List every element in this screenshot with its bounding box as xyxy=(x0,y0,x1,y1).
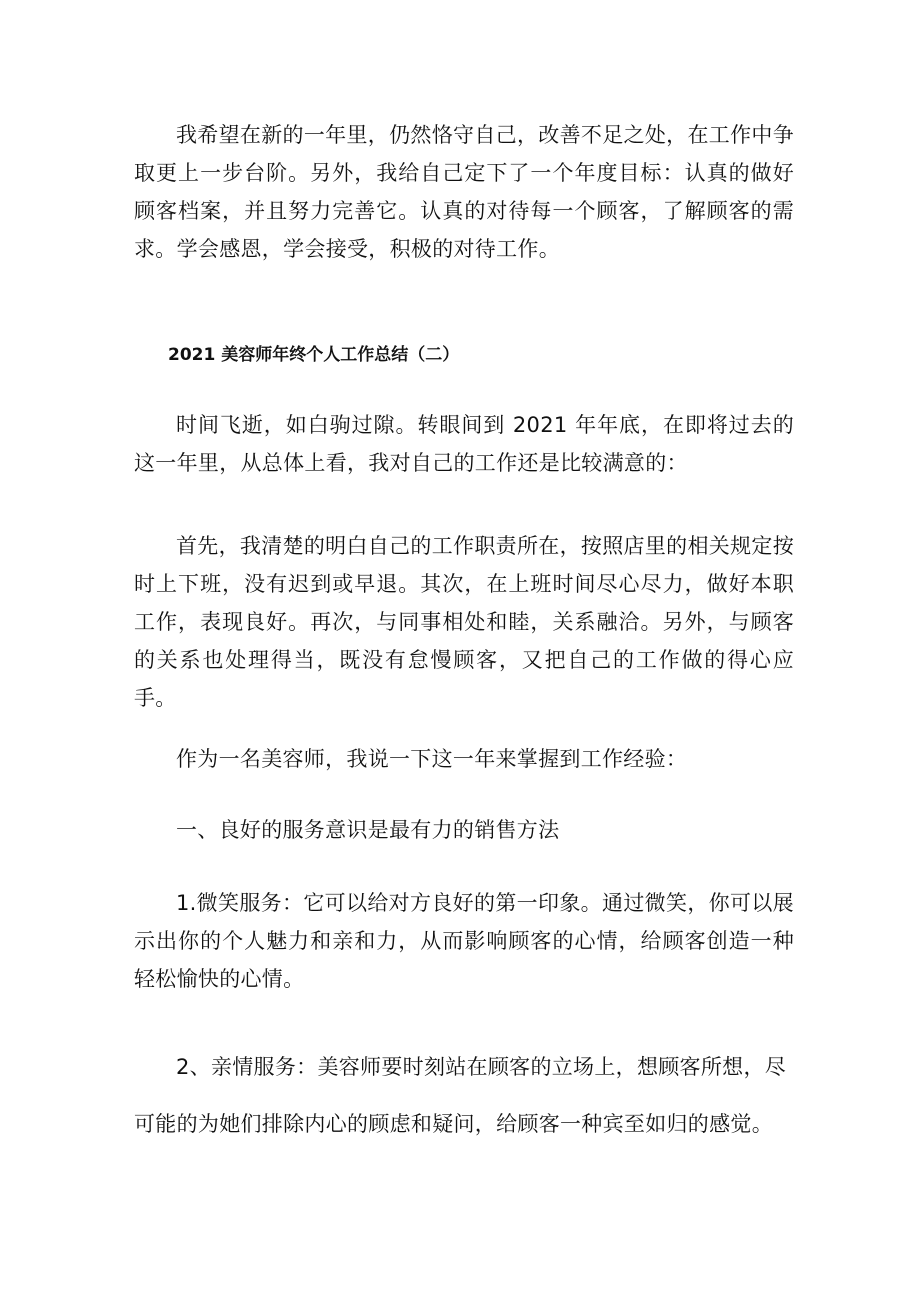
paragraph-smile-service: 1.微笑服务：它可以给对方良好的第一印象。通过微笑，你可以展示出你的个人魅力和亲和力，从而影响顾客的心情，给顾客创造一种轻松愉快的心情。 xyxy=(134,891,794,991)
paragraph-family-service-line-2: 可能的为她们排除内心的顾虑和疑问，给顾客一种宾至如归的感觉。 xyxy=(134,1112,773,1136)
paragraph-duties: 首先，我清楚的明白自己的工作职责所在，按照店里的相关规定按时上下班，没有迟到或早退。其次，在上班时间尽心尽力，做好本职工作，表现良好。再次，与同事相处和睦，关系融洽。另外，与顾客的关系也处理得当，既没有怠慢顾客，又把自己的工作做的得心应手。 xyxy=(134,534,794,710)
paragraph-intro: 时间飞逝，如白驹过隙。转眼间到 2021 年年底，在即将过去的这一年里，从总体上看，我对自己的工作还是比较满意的： xyxy=(134,413,794,475)
paragraph-experience-lead: 作为一名美容师，我说一下这一年来掌握到工作经验： xyxy=(176,747,688,771)
paragraph-family-service-line-1: 2、亲情服务：美容师要时刻站在顾客的立场上，想顾客所想，尽 xyxy=(176,1055,787,1079)
subheading-service-awareness: 一、良好的服务意识是最有力的销售方法 xyxy=(176,818,560,842)
paragraph-goals: 我希望在新的一年里，仍然恪守自己，改善不足之处，在工作中争取更上一步台阶。另外，我给自己定下了一个年度目标：认真的做好顾客档案，并且努力完善它。认真的对待每一个顾客，了解顾客的需求。学会感恩，学会接受，积极的对待工作。 xyxy=(134,123,794,261)
section-heading: 2021 美容师年终个人工作总结（二） xyxy=(168,345,460,365)
